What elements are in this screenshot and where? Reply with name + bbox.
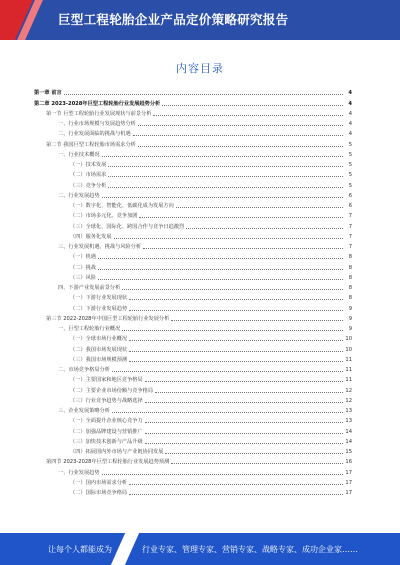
toc-entry-page: 4 xyxy=(348,90,352,97)
toc-entry[interactable] xyxy=(34,291,352,301)
toc-entry-label: （四）拓展国内外市场与产业链协同发展 xyxy=(70,449,164,455)
toc-leader-dots xyxy=(145,381,343,382)
toc-entry-label: 三、企业发展策略分析 xyxy=(58,408,110,414)
toc-leader-dots xyxy=(102,156,343,157)
toc-entry-label: （四）服务化发展 xyxy=(70,233,112,240)
toc-entry-page: 10 xyxy=(345,346,352,353)
toc-entry-page: 12 xyxy=(345,397,352,404)
report-header xyxy=(0,0,400,40)
toc-entry-label: （二）加强品牌建设与营销推广 xyxy=(70,428,143,435)
toc-entry-label: （一）技术发展 xyxy=(70,162,107,168)
toc-leader-dots xyxy=(129,299,343,300)
toc-entry[interactable] xyxy=(34,353,352,363)
toc-leader-dots xyxy=(102,474,343,475)
toc-entry-label: （二）下游行业发展趋势 xyxy=(70,305,128,312)
toc-leader-dots xyxy=(155,392,343,393)
toc-leader-dots xyxy=(114,238,343,239)
toc-entry-page: 8 xyxy=(348,295,352,302)
toc-leader-dots xyxy=(139,217,343,218)
toc-entry[interactable] xyxy=(34,455,352,465)
toc-entry-label: （二）主要企业市场份额与竞争格局 xyxy=(70,387,154,394)
toc-entry[interactable] xyxy=(34,137,352,147)
toc-entry[interactable] xyxy=(34,445,352,455)
toc-entry-page: 5 xyxy=(348,172,352,179)
toc-entry-label: （二）我国市场发展现状 xyxy=(70,346,128,353)
toc-entry-label: （一）数字化、智能化、低碳化成为发展方向 xyxy=(70,203,174,209)
toc-entry[interactable] xyxy=(34,219,352,229)
toc-entry[interactable] xyxy=(34,465,352,475)
toc-entry-label: 二、行业发展趋势 xyxy=(58,192,100,199)
toc-leader-dots xyxy=(171,463,343,464)
toc-entry-label: （一）机遇 xyxy=(70,254,96,261)
toc-leader-dots xyxy=(129,310,343,311)
toc-entry[interactable] xyxy=(34,260,352,270)
toc-leader-dots xyxy=(112,371,343,372)
toc-entry[interactable] xyxy=(34,424,352,434)
toc-entry[interactable] xyxy=(34,127,352,137)
toc-leader-dots xyxy=(153,115,343,116)
toc-entry-page: 16 xyxy=(345,459,352,466)
toc-entry-page: 11 xyxy=(345,367,352,373)
toc-entry-label: （三）行业竞争趋势与战略选择 xyxy=(70,397,143,404)
toc-entry-label: （一）全面提升企业核心竞争力 xyxy=(70,418,143,425)
toc-entry-label: 一、行业发展趋势 xyxy=(58,469,100,476)
toc-entry[interactable] xyxy=(34,240,352,250)
toc-entry-page: 4 xyxy=(348,110,352,117)
toc-entry[interactable] xyxy=(34,322,352,332)
toc-leader-dots xyxy=(129,484,343,485)
footer-slogan-right: 行业专家、管理专家、营销专家、战略专家、成功企业家…… xyxy=(142,545,358,554)
toc-leader-dots xyxy=(138,146,343,147)
toc-entry[interactable] xyxy=(34,476,352,486)
toc-leader-dots xyxy=(186,228,343,229)
toc-leader-dots xyxy=(171,320,343,321)
toc-leader-dots xyxy=(108,176,343,177)
toc-entry-page: 4 xyxy=(348,100,352,107)
toc-leader-dots xyxy=(102,197,343,198)
toc-entry-page: 17 xyxy=(345,490,352,496)
toc-entry-page: 8 xyxy=(348,285,352,291)
toc-entry-page: 5 xyxy=(348,141,352,148)
toc-entry[interactable] xyxy=(34,342,352,352)
toc-leader-dots xyxy=(145,402,343,403)
toc-entry-label: 第一章 前言 xyxy=(34,90,62,97)
toc-entry[interactable] xyxy=(34,230,352,240)
toc-entry-label: （一）国内市场需求分析 xyxy=(70,479,128,486)
toc-leader-dots xyxy=(145,433,343,434)
toc-entry-page: 17 xyxy=(345,469,352,476)
toc-entry[interactable] xyxy=(34,373,352,383)
toc-entry-label: （一）下游行业发展现状 xyxy=(70,295,128,302)
toc-entry[interactable] xyxy=(34,178,352,188)
toc-entry[interactable] xyxy=(34,168,352,178)
toc-leader-dots xyxy=(98,258,343,259)
toc-entry-page: 7 xyxy=(348,223,352,230)
toc-entry-label: 二、行业发展面临的挑战与机遇 xyxy=(58,131,131,138)
toc-entry[interactable] xyxy=(34,363,352,373)
toc-entry[interactable] xyxy=(34,107,352,117)
toc-entry[interactable] xyxy=(34,86,352,96)
toc-entry-page: 4 xyxy=(348,121,352,127)
toc-entry-label: 第四节 2023-2028年巨型工程轮胎行业发展趋势预测 xyxy=(46,459,170,466)
toc-entry[interactable] xyxy=(34,117,352,127)
toc-leader-dots xyxy=(143,248,343,249)
toc-entry-page: 5 xyxy=(348,151,352,158)
toc-entry-label: （二）市场需求 xyxy=(70,172,107,179)
toc-entry-page: 6 xyxy=(348,203,352,209)
toc-leader-dots xyxy=(98,279,343,280)
toc-leader-dots xyxy=(108,166,343,167)
toc-entry[interactable] xyxy=(34,96,352,106)
toc-entry[interactable] xyxy=(34,199,352,209)
toc-leader-dots xyxy=(138,125,343,126)
toc-entry[interactable] xyxy=(34,312,352,322)
toc-entry[interactable] xyxy=(34,301,352,311)
toc-entry-page: 13 xyxy=(345,418,352,425)
toc-entry-page: 8 xyxy=(348,274,352,281)
toc-entry-label: （三）风险 xyxy=(70,274,96,281)
toc-entry-page: 7 xyxy=(348,213,352,220)
toc-entry[interactable] xyxy=(34,414,352,424)
toc-entry[interactable] xyxy=(34,281,352,291)
toc-entry-page: 9 xyxy=(348,326,352,332)
toc-entry-label: 一、行业市场规模与发展趋势分析 xyxy=(58,121,136,127)
toc-entry[interactable] xyxy=(34,383,352,393)
toc-entry-page: 13 xyxy=(345,408,352,414)
toc-entry-label: 第一节 巨型工程轮胎行业发展现状与前景分析 xyxy=(46,110,152,117)
toc-leader-dots xyxy=(129,494,343,495)
toc-entry-page: 6 xyxy=(348,192,352,199)
toc-leader-dots xyxy=(129,340,343,341)
toc-leader-dots xyxy=(145,443,343,444)
toc-entry-label: （三）全球化、国际化、跨国合作与竞争日趋激烈 xyxy=(70,223,185,230)
toc-leader-dots xyxy=(129,361,343,362)
toc-entry[interactable] xyxy=(34,148,352,158)
toc-entry-page: 8 xyxy=(348,264,352,271)
toc-leader-dots xyxy=(98,269,343,270)
toc-leader-dots xyxy=(129,351,343,352)
toc-entry-label: 第三节 2022-2028年中国巨型工程轮胎行业发展分析 xyxy=(46,315,170,322)
toc-entry[interactable] xyxy=(34,209,352,219)
toc-entry-page: 14 xyxy=(345,438,352,445)
toc-entry-label: 一、巨型工程轮胎行业概况 xyxy=(58,326,121,332)
toc-entry-page: 15 xyxy=(345,449,352,455)
footer-white-stripe xyxy=(109,533,141,565)
toc-entry-page: 10 xyxy=(345,336,352,343)
toc-entry-page: 9 xyxy=(348,305,352,312)
table-of-contents xyxy=(34,86,352,496)
toc-entry-label: （二）国际市场竞争格局 xyxy=(70,490,128,496)
toc-entry-page: 11 xyxy=(345,377,352,384)
toc-leader-dots xyxy=(162,105,343,106)
toc-entry-page: 9 xyxy=(348,315,352,322)
toc-leader-dots xyxy=(122,330,343,331)
toc-entry-page: 5 xyxy=(348,182,352,189)
toc-entry[interactable] xyxy=(34,435,352,445)
toc-entry-label: （三）竞争分析 xyxy=(70,182,107,189)
toc-leader-dots xyxy=(145,422,343,423)
toc-leader-dots xyxy=(165,453,343,454)
toc-entry-page: 7 xyxy=(348,233,352,240)
toc-entry[interactable] xyxy=(34,404,352,414)
toc-entry[interactable] xyxy=(34,189,352,199)
toc-entry-label: （二）挑战 xyxy=(70,264,96,271)
toc-leader-dots xyxy=(108,187,343,188)
toc-entry[interactable] xyxy=(34,158,352,168)
toc-entry-label: 第二章 2023-2028年巨型工程轮胎行业发展趋势分析 xyxy=(34,100,161,107)
toc-entry-page: 4 xyxy=(348,131,352,138)
toc-leader-dots xyxy=(64,94,343,95)
toc-entry-label: 二、市场竞争格局分析 xyxy=(58,367,110,373)
toc-entry-label: 三、行业发展机遇、挑战与风险分析 xyxy=(58,244,142,250)
toc-entry-label: 一、行业技术概况 xyxy=(58,151,100,158)
toc-entry-page: 7 xyxy=(348,244,352,250)
toc-entry-page: 14 xyxy=(345,428,352,435)
toc-entry[interactable] xyxy=(34,332,352,342)
toc-entry[interactable] xyxy=(34,271,352,281)
toc-entry-label: （三）加快技术创新与产品升级 xyxy=(70,438,143,445)
toc-entry[interactable] xyxy=(34,250,352,260)
toc-leader-dots xyxy=(176,207,343,208)
toc-entry[interactable] xyxy=(34,394,352,404)
toc-entry-label: （三）我国市场规模预测 xyxy=(70,356,128,363)
toc-entry[interactable] xyxy=(34,486,352,496)
toc-entry-label: 四、下游产业发展前景分析 xyxy=(58,285,121,291)
toc-heading: 内容目录 xyxy=(176,62,224,75)
toc-entry-page: 11 xyxy=(345,356,352,363)
footer-slogan-left: 让每个人都能成为 xyxy=(48,545,112,554)
toc-entry-page: 17 xyxy=(345,479,352,486)
toc-entry-label: （二）市场多元化、竞争加剧 xyxy=(70,213,138,220)
report-title: 巨型工程轮胎企业产品定价策略研究报告 xyxy=(58,12,289,27)
toc-entry-page: 5 xyxy=(348,162,352,168)
toc-entry-label: （一）全球市场行业概况 xyxy=(70,336,128,343)
toc-entry-label: 第二节 我国巨型工程轮胎市场需求分析 xyxy=(46,141,136,148)
toc-leader-dots xyxy=(133,135,343,136)
toc-entry-page: 12 xyxy=(345,387,352,394)
toc-entry-label: （一）主要国家和地区竞争格局 xyxy=(70,377,143,384)
toc-leader-dots xyxy=(112,412,343,413)
toc-leader-dots xyxy=(122,289,343,290)
footer-banner xyxy=(0,533,400,565)
toc-entry-page: 8 xyxy=(348,254,352,261)
